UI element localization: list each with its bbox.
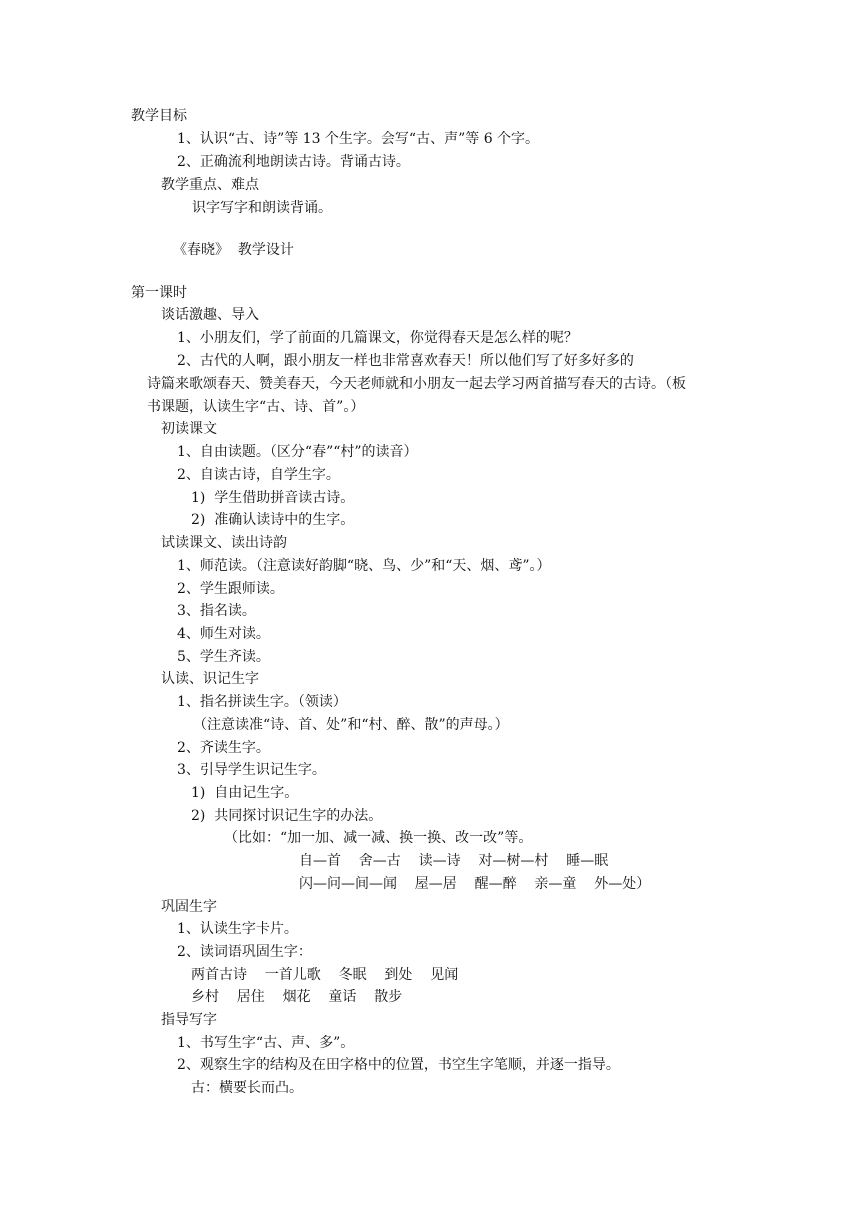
text-line: 1、认识“古、诗”等 13 个生字。会写“古、声”等 6 个字。 bbox=[177, 131, 540, 147]
section-heading: 巩固生字 bbox=[161, 899, 217, 915]
text-line: 1、小朋友们，学了前面的几篇课文，你觉得春天是怎么样的呢？ bbox=[177, 330, 578, 346]
text-line: 5、学生齐读。 bbox=[177, 649, 270, 665]
text-line: 1、书写生字“古、声、多”。 bbox=[177, 1035, 355, 1051]
text-line: 1、师范读。（注意读好韵脚“晓、鸟、少”和“天、烟、鸢”。） bbox=[177, 558, 551, 574]
word-list-row: 两首古诗 一首儿歌 冬眠 到处 见闻 bbox=[191, 967, 459, 983]
section-heading-goals: 教学目标 bbox=[131, 108, 187, 124]
character-pairs-row: 闪—问—间—闻 屋—居 醒—醉 亲—童 外—处） bbox=[299, 876, 651, 892]
text-line: 2、读词语巩固生字： bbox=[177, 944, 312, 960]
word-list-row: 乡村 居住 烟花 童话 散步 bbox=[191, 989, 403, 1005]
text-line: 识字写字和朗读背诵。 bbox=[192, 200, 332, 216]
text-line: 诗篇来歌颂春天、赞美春天，今天老师就和小朋友一起去学习两首描写春天的古诗。（板 bbox=[147, 376, 686, 392]
lesson-heading: 第一课时 bbox=[131, 285, 187, 301]
text-line: 2、观察生字的结构及在田字格中的位置，书空生字笔顺，并逐一指导。 bbox=[177, 1057, 620, 1073]
text-line: （注意读准“诗、首、处”和“村、醉、散”的声母。） bbox=[193, 717, 509, 733]
character-pairs-row: 自—首 舍—古 读—诗 对—树—村 睡—眠 bbox=[299, 853, 609, 869]
text-line: 古：横要长而凸。 bbox=[191, 1080, 303, 1096]
text-line: 2、齐读生字。 bbox=[177, 740, 270, 756]
text-line: （比如：“加一加、减一减、换一换、改一改”等。 bbox=[224, 830, 533, 846]
text-line: 2) 共同探讨识记生字的办法。 bbox=[191, 808, 383, 824]
text-line: 2) 准确认读诗中的生字。 bbox=[191, 512, 355, 528]
text-line: 1) 学生借助拼音读古诗。 bbox=[191, 490, 355, 506]
text-line: 3、引导学生识记生字。 bbox=[177, 762, 326, 778]
text-line: 3、指名读。 bbox=[177, 603, 256, 619]
section-heading: 初读课文 bbox=[161, 421, 217, 437]
text-line: 1、指名拼读生字。（领读） bbox=[177, 694, 347, 710]
section-heading: 指导写字 bbox=[161, 1012, 217, 1028]
text-line: 书课题，认读生字“古、诗、首”。） bbox=[147, 399, 365, 415]
section-heading-focus: 教学重点、难点 bbox=[161, 177, 259, 193]
document-title: 《春晓》 教学设计 bbox=[173, 242, 294, 258]
text-line: 2、古代的人啊，跟小朋友一样也非常喜欢春天！所以他们写了好多好多的 bbox=[177, 353, 634, 369]
section-heading: 认读、识记生字 bbox=[161, 671, 259, 687]
section-heading: 谈话激趣、导入 bbox=[161, 307, 259, 323]
text-line: 4、师生对读。 bbox=[177, 626, 270, 642]
text-line: 2、正确流利地朗读古诗。背诵古诗。 bbox=[177, 154, 410, 170]
text-line: 1、自由读题。（区分“春”“村”的读音） bbox=[177, 444, 418, 460]
section-heading: 试读课文、读出诗韵 bbox=[161, 535, 287, 551]
text-line: 1、认读生字卡片。 bbox=[177, 921, 298, 937]
text-line: 2、学生跟师读。 bbox=[177, 581, 284, 597]
text-line: 2、自读古诗，自学生字。 bbox=[177, 467, 340, 483]
text-line: 1) 自由记生字。 bbox=[191, 785, 299, 801]
